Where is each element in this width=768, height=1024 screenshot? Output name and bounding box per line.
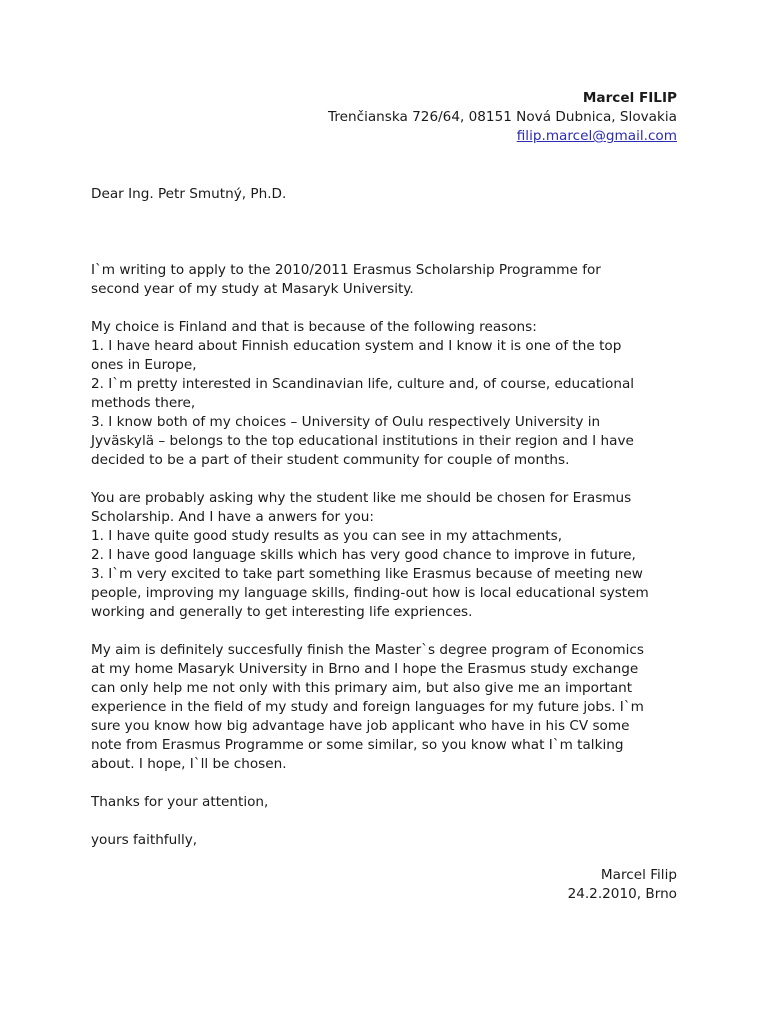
paragraph-line: 3. I`m very excited to take part something like Erasmus because of meeting new xyxy=(91,566,643,582)
paragraph-line: working and generally to get interesting life expriences. xyxy=(91,604,473,620)
paragraph-line: methods there, xyxy=(91,395,196,411)
paragraph-line: You are probably asking why the student like me should be chosen for Erasmus xyxy=(91,490,632,506)
paragraph-why-me xyxy=(91,489,691,622)
paragraph-line: 1. I have quite good study results as you can see in my attachments, xyxy=(91,528,563,544)
paragraph-line: second year of my study at Masaryk University. xyxy=(91,281,414,297)
signature-name: Marcel Filip xyxy=(600,867,677,883)
paragraph-line: My choice is Finland and that is because of the following reasons: xyxy=(91,319,537,335)
paragraph-line: decided to be a part of their student community for couple of months. xyxy=(91,452,570,468)
paragraph-line: can only help me not only with this primary aim, but also give me an important xyxy=(91,680,633,696)
paragraph-line: note from Erasmus Programme or some similar, so you know what I`m talking xyxy=(91,737,624,753)
signature-date-place: 24.2.2010, Brno xyxy=(567,886,677,902)
sender-email-link[interactable]: filip.marcel@gmail.com xyxy=(516,128,677,144)
paragraph-line: people, improving my language skills, finding-out how is local educational system xyxy=(91,585,649,601)
paragraph-reasons xyxy=(91,318,691,470)
paragraph-line: Jyväskylä – belongs to the top educational institutions in their region and I have xyxy=(91,433,634,449)
sender-name: Marcel FILIP xyxy=(582,90,677,106)
paragraph-line: about. I hope, I`ll be chosen. xyxy=(91,756,287,772)
paragraph-line: 1. I have heard about Finnish education system and I know it is one of the top xyxy=(91,338,622,354)
paragraph-line: I`m writing to apply to the 2010/2011 Erasmus Scholarship Programme for xyxy=(91,262,601,278)
paragraph-line: Scholarship. And I have a anwers for you: xyxy=(91,509,374,525)
sender-header xyxy=(328,89,677,146)
paragraph-line: at my home Masaryk University in Brno and I hope the Erasmus study exchange xyxy=(91,661,639,677)
paragraph-line: yours faithfully, xyxy=(91,832,198,848)
paragraph-thanks xyxy=(91,793,691,812)
letter-body xyxy=(91,185,691,850)
paragraph-line: 2. I have good language skills which has very good chance to improve in future, xyxy=(91,547,636,563)
paragraph-line: Thanks for your attention, xyxy=(91,794,269,810)
paragraph-closing xyxy=(91,831,691,850)
paragraph-line: sure you know how big advantage have job applicant who have in his CV some xyxy=(91,718,630,734)
salutation: Dear Ing. Petr Smutný, Ph.D. xyxy=(91,186,287,202)
paragraph-aim xyxy=(91,641,691,774)
signature-block xyxy=(568,866,677,904)
paragraph-line: 2. I`m pretty interested in Scandinavian life, culture and, of course, educational xyxy=(91,376,635,392)
paragraph-line: experience in the field of my study and foreign languages for my future jobs. I`m xyxy=(91,699,644,715)
paragraph-line: ones in Europe, xyxy=(91,357,197,373)
paragraph-line: My aim is definitely succesfully finish the Master`s degree program of Economics xyxy=(91,642,644,658)
sender-address: Trenčianska 726/64, 08151 Nová Dubnica, Slovakia xyxy=(328,109,677,125)
paragraph-line: 3. I know both of my choices – University of Oulu respectively University in xyxy=(91,414,601,430)
paragraph-intro xyxy=(91,261,691,299)
